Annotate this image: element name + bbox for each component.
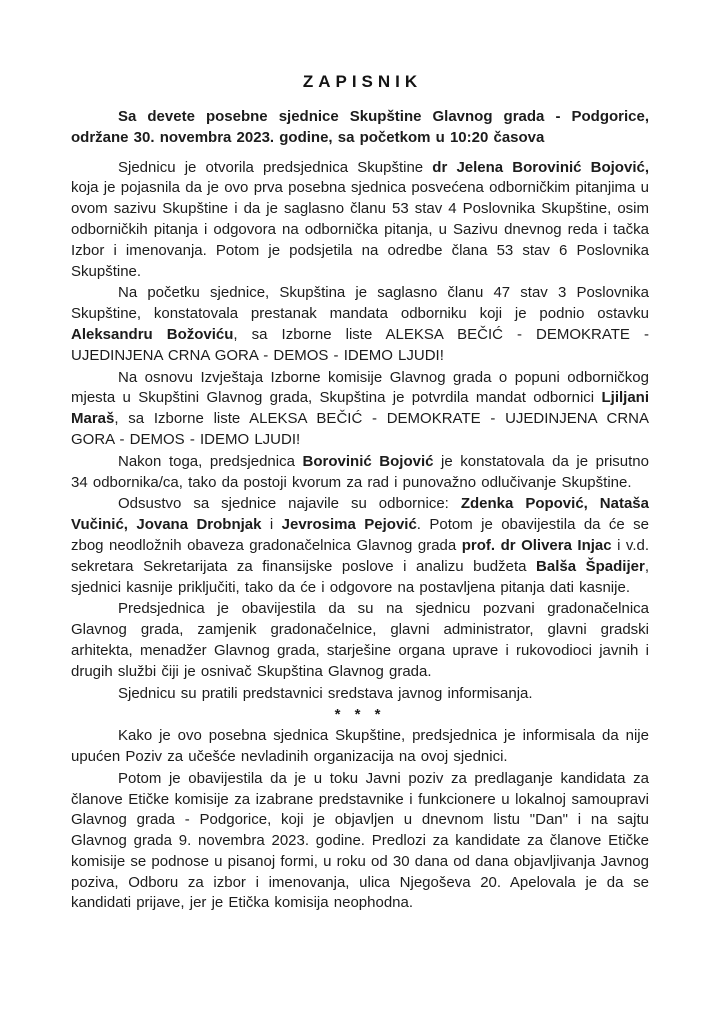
bold-text-segment: dr Jelena Borovinić Bojović, xyxy=(432,158,649,176)
text-segment: Potom je obavijestila da je u toku Javni poziv za predlaganje kandidata za članove Etičke komisije za izabrane predstavnike i funkcionere u lokalnoj samoupravi Glavnog grada - Podgorice, koji je objavljen u dnevnom listu "Dan" i na sajtu Glavnog grada 9. novembra 2023. godine. Predlozi za kandidate za članove Etičke komisije se podnose u pisanoj formi, u roku od 30 dana od dana objavljivanja Javnog poziva, Odboru za izbor i imenovanja, ulica Njegoševa 20. Apelovala je da se kandidati prijave, jer je Etička komisija neophodna. xyxy=(71,769,649,912)
text-segment: je konstatovala da je prisutno 34 odbornika/ca, tako da postoji kvorum za rad i punovažno odlučivanje Skupštine. xyxy=(71,452,649,491)
bold-text-segment: prof. dr Olivera Injac xyxy=(461,536,612,554)
bold-text-segment: * * * xyxy=(334,706,386,724)
document-title: ZAPISNIK xyxy=(302,72,423,91)
paragraph xyxy=(71,769,649,915)
section-divider-stars xyxy=(71,705,649,726)
bold-text-segment: Zdenka Popović, Nataša Vučinić, Jovana Drobnjak xyxy=(71,495,649,534)
paragraph xyxy=(71,494,649,598)
text-segment: , sa Izborne liste ALEKSA BEČIĆ - DEMOKRATE - UJEDINJENA CRNA GORA - DEMOS - IDEMO LJUDI! xyxy=(71,325,649,364)
text-segment: Na osnovu Izvještaja Izborne komisije Glavnog grada o popuni odborničkog mjesta u Skupštini Glavnog grada, Skupština je potvrdila mandat odbornici xyxy=(71,368,649,407)
text-segment: . Potom je obavijestila da će se zbog neodložnih obaveza gradonačelnica Glavnog grada xyxy=(71,516,650,554)
text-segment: Nakon toga, predsjednica xyxy=(118,452,303,470)
bold-text-segment: Borovinić Bojović xyxy=(302,452,434,470)
text-segment: Odsustvo sa sjednice najavile su odbornice: xyxy=(118,495,461,513)
paragraph xyxy=(71,158,649,283)
text-segment: Sjednicu su pratili predstavnici sredstava javnog informisanja. xyxy=(118,684,533,702)
text-segment: i v.d. sekretara Sekretarijata za finansijske poslove i analizu budžeta xyxy=(71,536,649,575)
bold-text-segment: Jevrosima Pejović xyxy=(281,516,417,534)
paragraph xyxy=(71,283,649,366)
text-segment: i xyxy=(261,516,282,534)
bold-text-segment: Sa devete posebne sjednice Skupštine Glavnog grada - Podgorice, održane 30. novembra 2023. godine, sa početkom u 10:20 časova xyxy=(71,108,649,146)
text-segment: Na početku sjednice, Skupština je saglasno članu 47 stav 3 Poslovnika Skupštine, konstatovala prestanak mandata odborniku koji je podnio ostavku xyxy=(71,284,649,323)
paragraph xyxy=(71,452,649,494)
text-segment: koja je pojasnila da je ovo prva posebna sjednica posvećena odborničkim pitanjima u ovom sazivu Skupštine i da je saglasno članu 53 stav 4 Poslovnika Skupštine, osim odborničkih pitanja i odgovora na odbornička pitanja, u Sazivu dnevnog reda i tačka Izbor i imenovanja. Potom je podsjetila na odredbe člana 53 stav 6 Poslovnika Skupštine. xyxy=(71,179,649,280)
document-subtitle xyxy=(71,107,649,149)
text-segment: , sjednici kasnije priključiti, tako da će i odgovore na postavljena pitanja dati kasnije. xyxy=(71,557,649,596)
bold-text-segment: Ljiljani Maraš xyxy=(71,389,649,428)
text-segment: , sa Izborne liste ALEKSA BEČIĆ - DEMOKRATE - UJEDINJENA CRNA GORA - DEMOS - IDEMO LJUDI! xyxy=(71,410,649,448)
text-segment: Sjednicu je otvorila predsjednica Skupštine xyxy=(118,158,433,176)
text-segment: Kako je ovo posebna sjednica Skupštine, predsjednica je informisala da nije upućen Poziv za učešće nevladinih organizacija na ovoj sjednici. xyxy=(71,727,649,765)
document-body xyxy=(71,107,649,914)
text-segment: Predsjednica je obavijestila da su na sjednicu pozvani gradonačelnica Glavnog grada, zamjenik gradonačelnice, glavni administrator, glavni gradski arhitekta, menadžer Glavnog grada, starješine organa uprave i rukovodioci javnih i drugih službi čiji je osnivač Skupština Glavnog grada. xyxy=(71,600,649,680)
paragraph xyxy=(71,599,649,682)
bold-text-segment: Aleksandru Božoviću xyxy=(71,325,234,343)
paragraph xyxy=(71,368,649,451)
paragraph xyxy=(71,684,649,705)
paragraph xyxy=(71,726,649,768)
bold-text-segment: Balša Špadijer xyxy=(536,557,645,575)
